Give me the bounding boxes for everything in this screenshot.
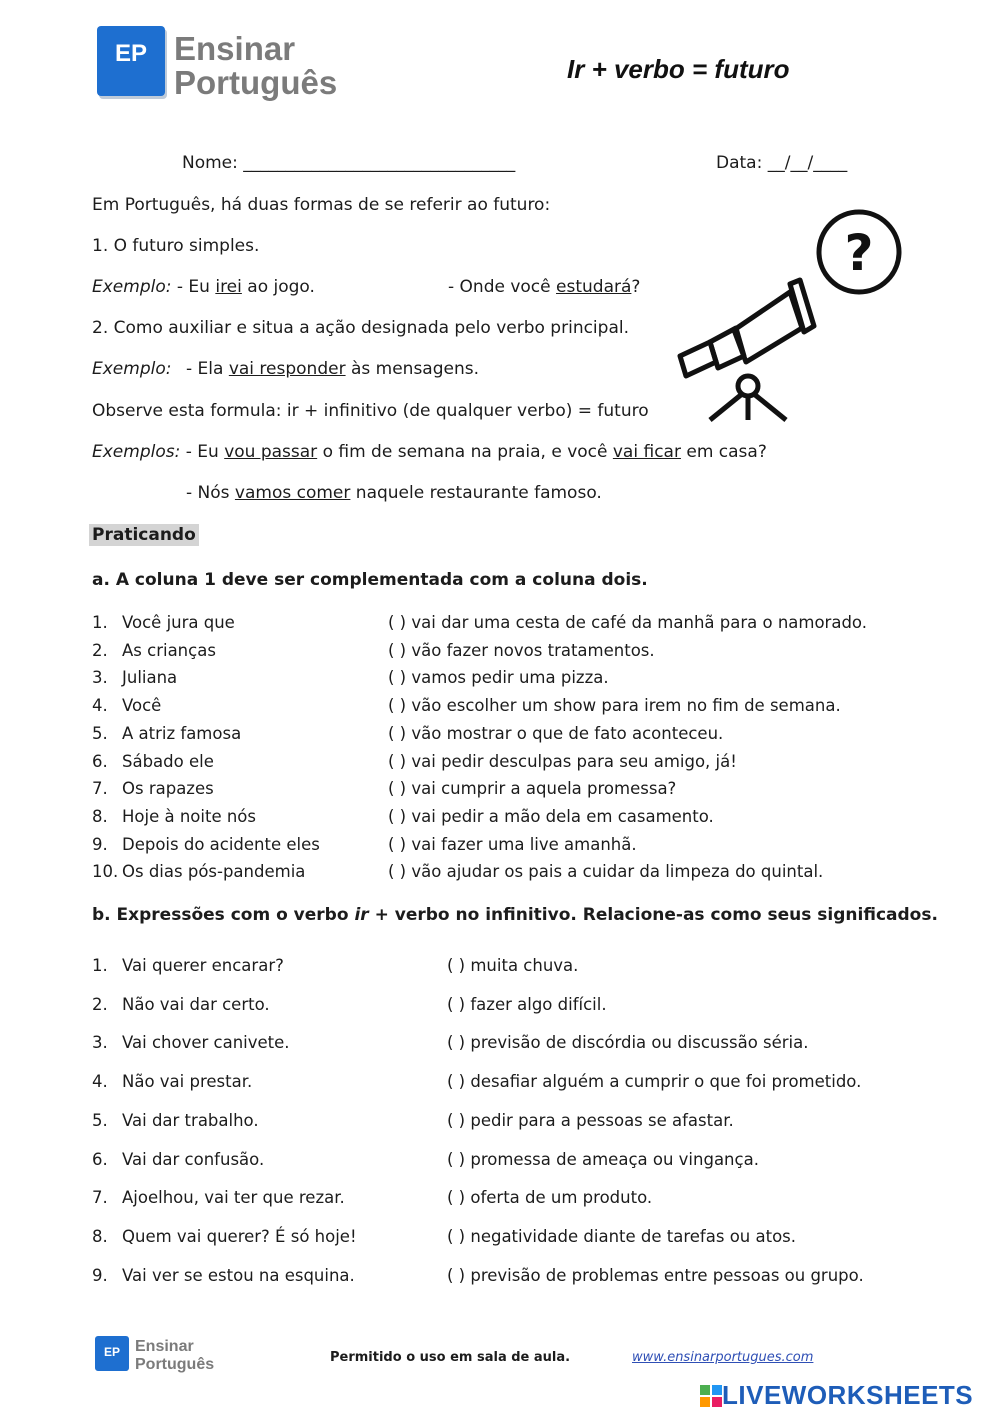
- column-b-item-number: 9.: [92, 1265, 108, 1285]
- column-b-item-number: 5.: [92, 1110, 108, 1130]
- instruction-a: a. A coluna 1 deve ser complementada com a coluna dois.: [92, 570, 648, 590]
- example-verb: vai responder: [228, 359, 346, 379]
- intro-paragraph-4: Observe esta formula: ir + infinitivo (de qualquer verbo) = futuro: [92, 401, 649, 421]
- footer-logo: [95, 1336, 129, 1371]
- column-b-item-text: Quem vai querer? É só hoje!: [122, 1226, 357, 1246]
- example-1a: [92, 277, 315, 297]
- column-b-item-number: 8.: [92, 1226, 108, 1246]
- column-b-item-number: 3.: [92, 1033, 108, 1053]
- column-b-match-option[interactable]: ( ) previsão de discórdia ou discussão séria.: [447, 1033, 809, 1053]
- example-2: [186, 359, 479, 379]
- column-a-item-number: 5.: [92, 723, 108, 743]
- column-b-item-text: Vai ver se estou na esquina.: [122, 1265, 355, 1285]
- liveworksheets-watermark: [700, 1380, 973, 1411]
- example-text: às mensagens.: [345, 359, 480, 379]
- name-field[interactable]: [182, 153, 515, 173]
- example-verb: vou passar: [224, 442, 318, 462]
- footer-brand-line-1: Ensinar: [135, 1338, 194, 1355]
- example-text: - Ela: [186, 359, 229, 379]
- page-title: Ir + verbo = futuro: [567, 54, 790, 84]
- column-a-match-option[interactable]: ( ) vão ajudar os pais a cuidar da limpeza do quintal.: [388, 862, 824, 882]
- example-verb: estudará: [556, 277, 632, 297]
- column-a-item-text: Depois do acidente eles: [122, 834, 320, 854]
- example-2-label: [92, 359, 171, 379]
- column-b-item-number: 6.: [92, 1149, 108, 1169]
- column-a-item-number: 4.: [92, 696, 108, 716]
- column-a-item-text: Sábado ele: [122, 751, 214, 771]
- column-a-match-option[interactable]: ( ) vai fazer uma live amanhã.: [388, 834, 637, 854]
- column-a-match-option[interactable]: ( ) vai cumprir a aquela promessa?: [388, 779, 677, 799]
- footer-brand: [135, 1338, 214, 1374]
- column-b-item-text: Vai dar trabalho.: [122, 1110, 259, 1130]
- column-b-item-text: Ajoelhou, vai ter que rezar.: [122, 1188, 345, 1208]
- column-b-item-text: Vai dar confusão.: [122, 1149, 265, 1169]
- example-text: - Onde você: [448, 277, 557, 297]
- column-b-item-text: Vai chover canivete.: [122, 1033, 290, 1053]
- column-a-match-option[interactable]: ( ) vai pedir a mão dela em casamento.: [388, 806, 714, 826]
- date-label: Data:: [716, 153, 768, 173]
- column-b-match-option[interactable]: ( ) promessa de ameaça ou vingança.: [447, 1149, 759, 1169]
- watermark-text: LIVEWORKSHEETS: [722, 1380, 974, 1410]
- column-b-match-option[interactable]: ( ) fazer algo difícil.: [447, 994, 607, 1014]
- column-b-item-text: Vai querer encarar?: [122, 956, 284, 975]
- permission-note: Permitido o uso em sala de aula.: [330, 1350, 571, 1365]
- column-a-item-number: 3.: [92, 668, 108, 688]
- date-blank: __/__/____: [767, 153, 848, 173]
- example-label: Exemplo:: [92, 277, 172, 297]
- column-b-item-text: Não vai prestar.: [122, 1072, 253, 1092]
- column-b-item-number: 2.: [92, 994, 108, 1014]
- column-b-item-text: Não vai dar certo.: [122, 994, 270, 1014]
- column-a-match-option[interactable]: ( ) vão fazer novos tratamentos.: [388, 640, 655, 660]
- practice-heading: Praticando: [89, 524, 199, 546]
- name-blank: ________________________________: [243, 153, 516, 173]
- example-1b: [448, 277, 640, 297]
- telescope-icon: [672, 270, 822, 430]
- column-a-item-text: Hoje à noite nós: [122, 806, 256, 826]
- column-a-item-number: 2.: [92, 640, 108, 660]
- column-a-item-text: Os rapazes: [122, 779, 214, 799]
- example-text: em casa?: [680, 442, 767, 462]
- instruction-text: b. Expressões com o verbo: [92, 905, 355, 925]
- brand-line-1: Ensinar: [174, 30, 296, 67]
- column-a-match-option[interactable]: ( ) vão mostrar o que de fato aconteceu.: [388, 723, 724, 743]
- website-link[interactable]: www.ensinarportugues.com: [632, 1350, 814, 1365]
- column-a-item-text: Você: [122, 696, 162, 716]
- column-b-match-option[interactable]: ( ) muita chuva.: [447, 956, 579, 975]
- footer-logo-initials: EP: [103, 1345, 120, 1359]
- column-a-match-option[interactable]: ( ) vamos pedir uma pizza.: [388, 668, 609, 688]
- brand-logo: [97, 26, 165, 96]
- column-a-match-option[interactable]: ( ) vai dar uma cesta de café da manhã para o namorado.: [388, 613, 867, 632]
- intro-paragraph-3: 2. Como auxiliar e situa a ação designada pelo verbo principal.: [92, 318, 629, 338]
- example-verb: vai ficar: [612, 442, 681, 462]
- example-text: ao jogo.: [241, 277, 315, 297]
- column-b-match-option[interactable]: ( ) desafiar alguém a cumprir o que foi prometido.: [447, 1072, 862, 1092]
- example-label: Exemplo:: [92, 359, 172, 379]
- column-a-match-option[interactable]: ( ) vai pedir desculpas para seu amigo, já!: [388, 751, 737, 771]
- column-a-item-text: Você jura que: [122, 613, 235, 632]
- logo-initials: EP: [114, 40, 147, 67]
- instruction-verb: ir: [354, 905, 369, 925]
- example-text: o fim de semana na praia, e você: [317, 442, 613, 462]
- column-a-item-number: 8.: [92, 806, 108, 826]
- intro-paragraph-1: Em Português, há duas formas de se referir ao futuro:: [92, 195, 551, 215]
- column-b-match-option[interactable]: ( ) pedir para a pessoas se afastar.: [447, 1110, 734, 1130]
- column-b-match-option[interactable]: ( ) oferta de um produto.: [447, 1188, 653, 1208]
- example-3: [92, 442, 767, 462]
- intro-paragraph-2: 1. O futuro simples.: [92, 236, 260, 256]
- example-text: ?: [631, 277, 641, 297]
- column-a-item-text: Os dias pós-pandemia: [122, 862, 306, 882]
- example-text: - Eu: [171, 277, 216, 297]
- svg-text:?: ?: [844, 224, 874, 282]
- name-label: Nome:: [182, 153, 244, 173]
- column-a-item-number: 6.: [92, 751, 108, 771]
- column-a-item-text: As crianças: [122, 640, 216, 660]
- column-a-item-text: A atriz famosa: [122, 723, 242, 743]
- column-a-item-number: 1.: [92, 613, 108, 632]
- brand-line-2: Português: [174, 64, 338, 101]
- column-a-item-text: Juliana: [122, 668, 178, 688]
- example-verb: irei: [215, 277, 242, 297]
- column-b-item-number: 4.: [92, 1072, 108, 1092]
- example-text: - Eu: [180, 442, 225, 462]
- column-a-match-option[interactable]: ( ) vão escolher um show para irem no fim de semana.: [388, 696, 841, 716]
- instruction-b: [92, 905, 938, 925]
- column-a-item-number: 9.: [92, 834, 108, 854]
- instruction-text: + verbo no infinitivo. Relacione-as como seus significados.: [368, 905, 938, 925]
- column-a-item-number: 10.: [92, 862, 119, 882]
- example-verb: vamos comer: [234, 483, 351, 503]
- column-b-match-option[interactable]: ( ) negatividade diante de tarefas ou atos.: [447, 1226, 797, 1246]
- footer-brand-line-2: Português: [135, 1356, 215, 1373]
- date-field[interactable]: [716, 153, 847, 173]
- example-label: Exemplos:: [92, 442, 181, 462]
- column-b-item-number: 7.: [92, 1188, 108, 1208]
- column-a-item-number: 7.: [92, 779, 108, 799]
- column-b-match-option[interactable]: ( ) previsão de problemas entre pessoas ou grupo.: [447, 1265, 864, 1285]
- example-text: naquele restaurante famoso.: [350, 483, 602, 503]
- example-4: [186, 483, 602, 503]
- column-b-item-number: 1.: [92, 956, 108, 975]
- question-mark-icon: [815, 208, 905, 298]
- example-text: - Nós: [186, 483, 235, 503]
- liveworksheets-logo-icon: [700, 1385, 722, 1407]
